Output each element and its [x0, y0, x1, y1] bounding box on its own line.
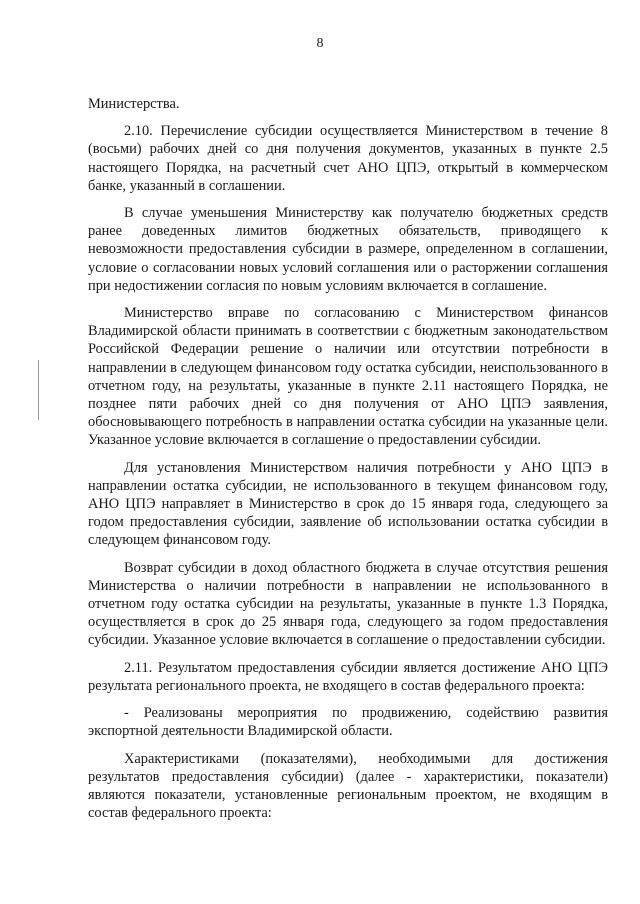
paragraph-characteristics: Характеристиками (показателями), необходимыми для достижения результатов предоставления субсидии) (далее - характеристики, показатели) являются показатели, установленные региональным проектом, не входящим в состав федерального проекта: — [88, 750, 608, 822]
document-body — [88, 95, 608, 825]
page-number: 8 — [316, 36, 324, 51]
paragraph-2-11: 2.11. Результатом предоставления субсидии является достижение АНО ЦПЭ результата регионального проекта, не входящего в состав федерального проекта: — [88, 659, 608, 694]
list-item-result: - Реализованы мероприятия по продвижению, содействию развития экспортной деятельности Владимирской области. — [88, 705, 608, 740]
paragraph-subsidy-return: Возврат субсидии в доход областного бюджета в случае отсутствия решения Министерства о наличии потребности в направлении не использованного в отчетном году остатка субсидии на результаты, указанные в пункте 1.3 Порядка, осуществляется в срок до 25 января года, следующего за годом предоставления субсидии. Указанное условие включается в соглашение о предоставлении субсидии. — [88, 559, 608, 649]
paragraph-need-establishment: Для установления Министерством наличия потребности у АНО ЦПЭ в направлении остатка субсидии, не использованного в текущем финансовом году, АНО ЦПЭ направляет в Министерство в срок до 15 января года, следующего за годом предоставления субсидии, заявление об использовании остатка субсидии в следующем финансовом году. — [88, 459, 608, 549]
paragraph-ministry-right: Министерство вправе по согласованию с Министерством финансов Владимирской области принимать в соответствии с бюджетным законодательством Российской Федерации решение о наличии или отсутствии потребности в направлении в следующем финансовом году остатка субсидии, неиспользованного в отчетном году, на результаты, указанные в пункте 2.11 настоящего Порядка, не позднее пяти рабочих дней со дня получения от АНО ЦПЭ заявления, обосновывающего потребность в направлении остатка субсидии на указанные цели. Указанное условие включается в соглашение о предоставлении субсидии. — [88, 305, 608, 449]
paragraph-continuation: Министерства. — [88, 96, 180, 112]
paragraph-limits-reduction: В случае уменьшения Министерству как получателю бюджетных средств ранее доведенных лимитов бюджетных обязательств, приводящего к невозможности предоставления субсидии в размере, определенном в соглашении, условие о согласовании новых условий соглашения или о расторжении соглашения при недостижении согласия по новым условиям включается в соглашение. — [88, 205, 608, 294]
paragraph-2-10: 2.10. Перечисление субсидии осуществляется Министерством в течение 8 (восьми) рабочих дней со дня получения документов, указанных в пункте 2.5 настоящего Порядка, на расчетный счет АНО ЦПЭ, открытый в коммерческом банке, указанный в соглашении. — [88, 123, 608, 194]
scan-artifact — [38, 360, 39, 420]
